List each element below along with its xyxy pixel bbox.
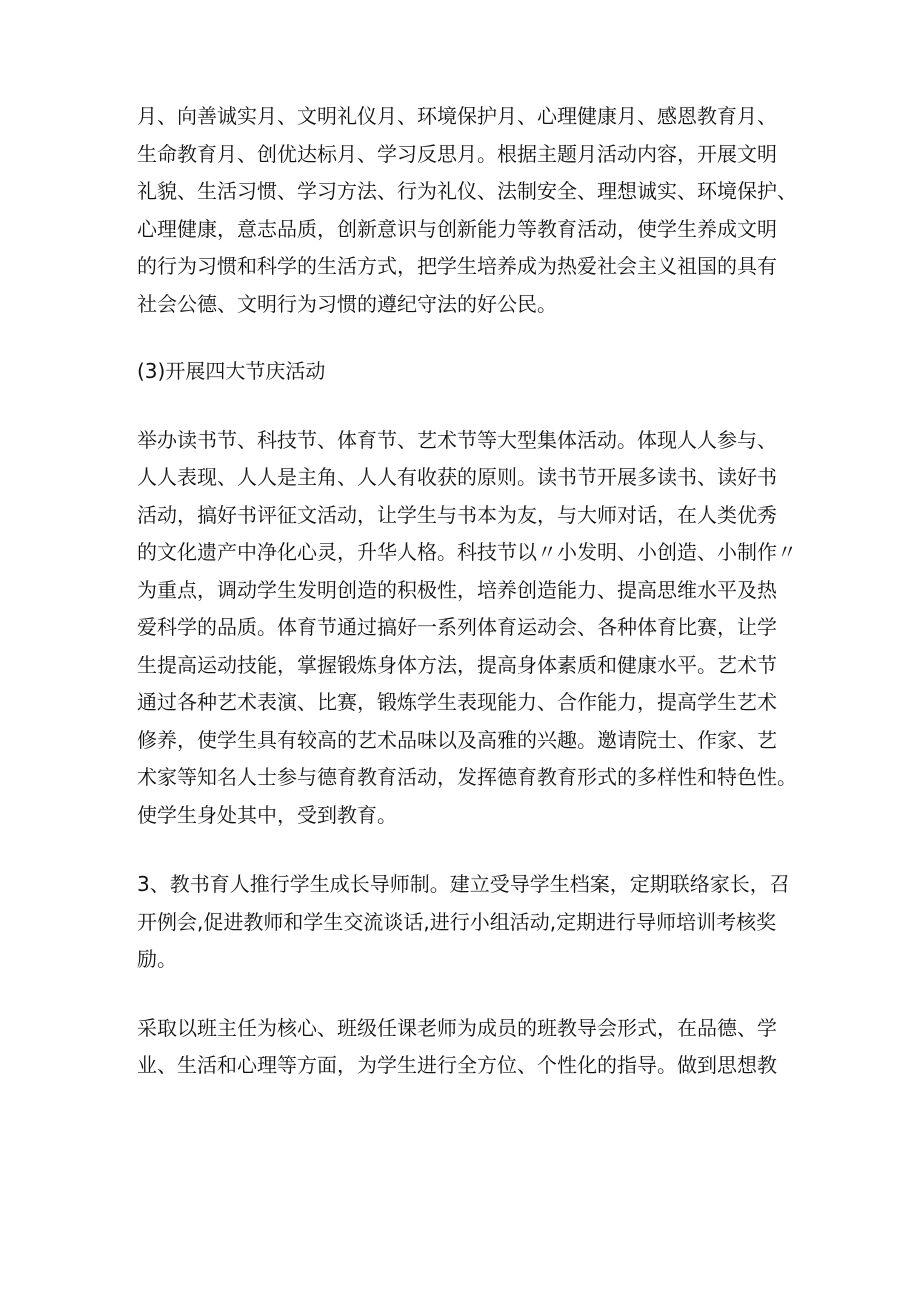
text-line: 业、生活和心理等方面，为学生进行全方位、个性化的指导。做到思想教 [137,1053,777,1077]
text-line: 使学生身处其中，受到教育。 [137,802,397,827]
text-line: 修养，使学生具有较高的艺术品味以及高雅的兴趣。邀请院士、作家、艺 [137,727,777,752]
text-line: 爱科学的品质。体育节通过搞好一系列体育运动会、各种体育比赛，让学 [137,615,777,639]
text-line: 3、教书育人推行学生成长导师制。建立受导学生档案，定期联络家长，召 [137,872,790,896]
text-line: 生命教育月、创优达标月、学习反思月。根据主题月活动内容，开展文明 [137,141,777,166]
text-line: 心理健康，意志品质，创新意识与创新能力等教育活动，使学生养成文明 [137,216,777,241]
paragraph-class-guidance [137,1010,797,1085]
text-line: 励。 [137,947,177,971]
paragraph-festivals [137,422,797,835]
paragraph-gap [137,979,797,1010]
text-line: 的行为习惯和科学的生活方式，把学生培养成为热爱社会主义祖国的具有 [137,254,777,278]
paragraph-gap [137,323,797,353]
text-line: 开例会,促进教师和学生交流谈话,进行小组活动,定期进行导师培训考核奖 [137,909,777,934]
text-line: 活动，搞好书评征文活动，让学生与书本为友，与大师对话，在人类优秀 [137,502,777,527]
text-line: 术家等知名人士参与德育教育活动，发挥德育教育形式的多样性和特色性。 [137,765,797,789]
paragraph-mentor-system [137,866,797,979]
text-line: 生提高运动技能，掌握锻炼身体方法，提高身体素质和健康水平。艺术节 [137,652,777,677]
text-line: 为重点，调动学生发明创造的积极性，培养创造能力、提高思维水平及热 [137,577,777,602]
text-line: 人人表现、人人是主角、人人有收获的原则。读书节开展多读书、读好书 [137,465,777,489]
section-heading [137,353,797,391]
text-line: 的文化遗产中净化心灵，升华人格。科技节以〃小发明、小创造、小制作〃 [137,540,797,564]
text-line: 采取以班主任为核心、班级任课老师为成员的班教导会形式，在品德、学 [137,1015,777,1040]
text-line: 举办读书节、科技节、体育节、艺术节等大型集体活动。体现人人参与、 [137,427,777,452]
heading-line: (3)开展四大节庆活动 [137,359,326,383]
text-line: 通过各种艺术表演、比赛，锻炼学生表现能力、合作能力，提高学生艺术 [137,690,777,714]
document-body [137,98,797,1085]
text-line: 社会公德、文明行为习惯的遵纪守法的好公民。 [137,291,557,316]
paragraph-gap [137,391,797,422]
text-line: 礼貌、生活习惯、学习方法、行为礼仪、法制安全、理想诚实、环境保护、 [137,179,797,203]
paragraph-theme-months [137,98,797,323]
text-line: 月、向善诚实月、文明礼仪月、环境保护月、心理健康月、感恩教育月、 [137,104,777,128]
paragraph-gap [137,834,797,866]
